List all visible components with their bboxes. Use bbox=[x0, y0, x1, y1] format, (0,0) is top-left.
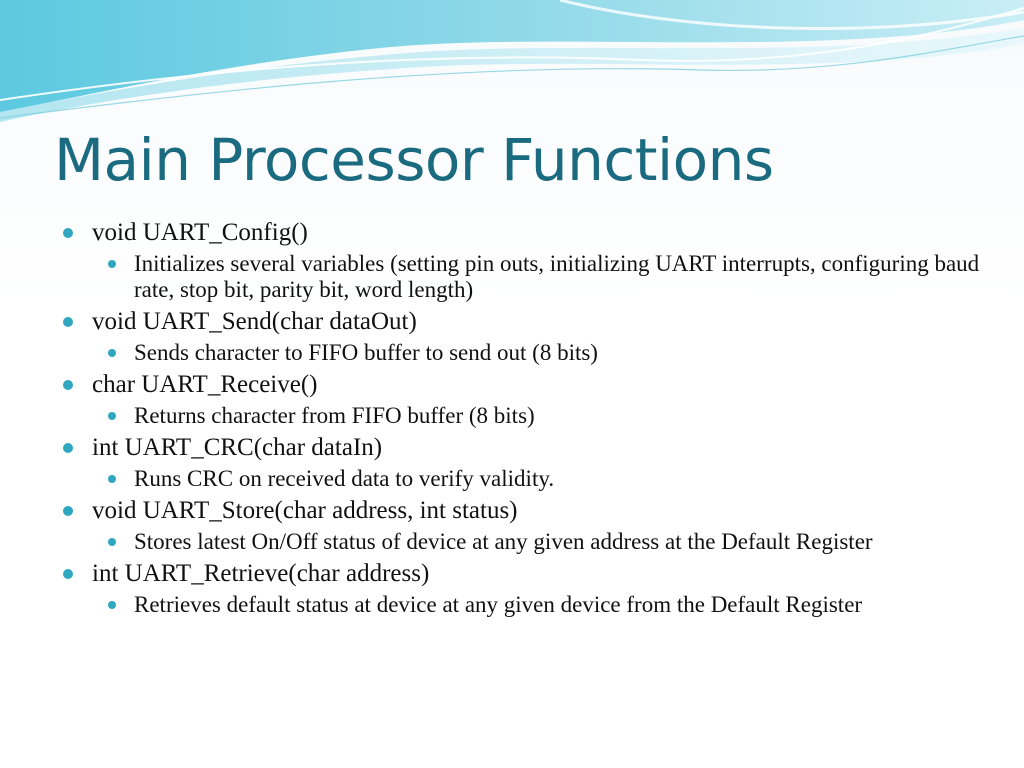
function-description: Runs CRC on received data to verify validity. bbox=[134, 466, 555, 491]
function-signature: void UART_Send(char dataOut) bbox=[92, 308, 417, 335]
sub-bullet-list bbox=[92, 466, 982, 492]
slide-title: Main Processor Functions bbox=[54, 126, 774, 194]
function-item bbox=[62, 308, 982, 366]
description-item bbox=[92, 340, 982, 366]
sub-bullet-icon bbox=[108, 475, 116, 483]
description-item bbox=[92, 466, 982, 492]
function-signature: void UART_Store(char address, int status) bbox=[92, 497, 518, 524]
bullet-icon bbox=[63, 506, 73, 516]
function-item bbox=[62, 497, 982, 555]
bullet-icon bbox=[63, 569, 73, 579]
sub-bullet-icon bbox=[108, 349, 116, 357]
sub-bullet-icon bbox=[108, 260, 116, 268]
function-signature: void UART_Config() bbox=[92, 219, 308, 246]
sub-bullet-icon bbox=[108, 412, 116, 420]
function-item bbox=[62, 434, 982, 492]
description-item bbox=[92, 251, 982, 303]
bullet-icon bbox=[63, 228, 73, 238]
function-description: Stores latest On/Off status of device at any given address at the Default Register bbox=[134, 529, 873, 554]
sub-bullet-list bbox=[92, 340, 982, 366]
bullet-icon bbox=[63, 317, 73, 327]
description-item bbox=[92, 592, 982, 618]
description-item bbox=[92, 529, 982, 555]
function-signature: char UART_Receive() bbox=[92, 371, 318, 398]
function-description: Retrieves default status at device at any given device from the Default Register bbox=[134, 592, 863, 617]
function-description: Initializes several variables (setting pin outs, initializing UART interrupts, configuring baud rate, stop bit, parity bit, word length) bbox=[134, 251, 980, 302]
function-description: Returns character from FIFO buffer (8 bits) bbox=[134, 403, 535, 428]
function-description: Sends character to FIFO buffer to send out (8 bits) bbox=[134, 340, 598, 365]
function-signature: int UART_CRC(char dataIn) bbox=[92, 434, 383, 461]
header-wave-decoration bbox=[0, 0, 1024, 140]
sub-bullet-list bbox=[92, 403, 982, 429]
description-item bbox=[92, 403, 982, 429]
sub-bullet-icon bbox=[108, 601, 116, 609]
sub-bullet-list bbox=[92, 529, 982, 555]
bullet-icon bbox=[63, 380, 73, 390]
sub-bullet-list bbox=[92, 592, 982, 618]
bullet-icon bbox=[63, 443, 73, 453]
bullet-list bbox=[62, 219, 982, 618]
sub-bullet-list bbox=[92, 251, 982, 303]
sub-bullet-icon bbox=[108, 538, 116, 546]
function-signature: int UART_Retrieve(char address) bbox=[92, 560, 430, 587]
function-item bbox=[62, 371, 982, 429]
function-item bbox=[62, 560, 982, 618]
function-item bbox=[62, 219, 982, 303]
